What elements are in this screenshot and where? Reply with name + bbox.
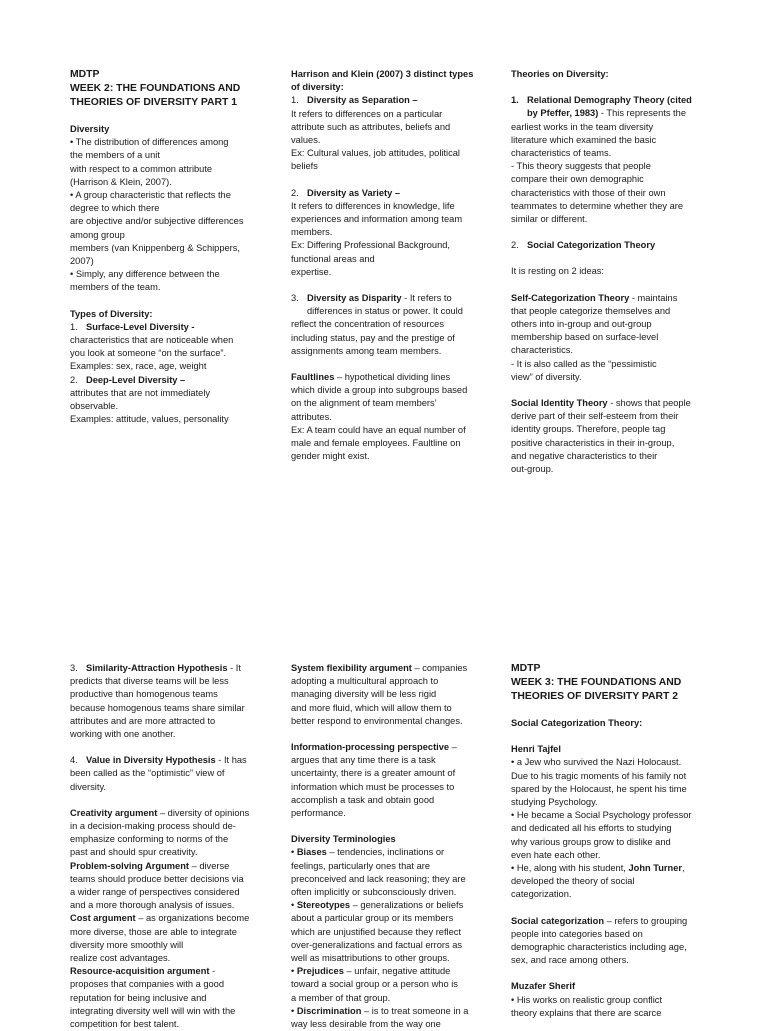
text-line: characteristics that are noticeable when (70, 335, 234, 346)
text-line: reflect the concentration of resources (291, 319, 444, 330)
text-line: often implicitly or subconsciously driven. (291, 887, 457, 898)
text-line: members of the team. (70, 282, 161, 293)
text-line: even hate each other. (511, 849, 601, 860)
diversity-heading: Diversity (70, 124, 110, 134)
text-line: It is resting on 2 ideas: (511, 266, 605, 277)
column-diversity-types (291, 68, 479, 463)
faultlines-term: Faultlines – hypothetical dividing lines (291, 372, 451, 383)
text-line: uncertainty, there is a greater amount of (291, 768, 456, 779)
text-line: integrating diversity well will win with the (70, 1005, 236, 1016)
text-line: sex, and race among others. (511, 955, 629, 966)
text-line: why various groups grow to dislike and (511, 836, 671, 847)
text-line: spared by the Holocaust, he spent his time (511, 783, 687, 794)
text-line: way less desirable from the way one (291, 1019, 441, 1030)
social-identity-term: Social Identity Theory - shows that people (511, 398, 691, 409)
doc-title: MDTP (511, 663, 541, 674)
biases-term: • Biases – tendencies, inclinations or (291, 847, 445, 858)
text-line: attribute such as attributes, beliefs and (291, 121, 451, 132)
text-line: on the alignment of team members’ (291, 398, 437, 409)
text-line: degree to which there (70, 203, 160, 214)
text-line: Due to his tragic moments of his family not (511, 770, 687, 781)
text-line: among group (70, 229, 125, 240)
types-heading: Types of Diversity: (70, 308, 153, 319)
muzafer-sherif-heading: Muzafer Sherif (511, 981, 576, 992)
text-line: argues that any time there is a task (291, 755, 436, 766)
text-line: realize cost advantages. (70, 953, 171, 964)
list-item: 1. Relational Demography Theory (cited (511, 95, 692, 106)
text-line: (Harrison & Klein, 2007). (70, 176, 172, 187)
text-line: the members of a unit (70, 150, 160, 161)
terminologies-heading: Diversity Terminologies (291, 834, 396, 845)
information-processing-term: Information-processing perspective – (291, 742, 457, 753)
text-line: Ex: A team could have an equal number of (291, 424, 466, 435)
text-line: with respect to a common attribute (70, 163, 213, 174)
text-line: differences in status or power. It could (307, 306, 463, 317)
text-line: attributes that are not immediately (70, 387, 211, 398)
self-categorization-term: Self-Categorization Theory - maintains (511, 292, 678, 303)
text-line: characteristics. (511, 345, 573, 356)
text-line: out-group. (511, 464, 554, 475)
text-line: a member of that group. (291, 992, 391, 1003)
types-intro-heading: Harrison and Klein (2007) 3 distinct types (291, 69, 474, 79)
text-line: experiences and information among team (291, 214, 463, 225)
text-line: about a particular group or its members (291, 913, 454, 924)
text-line: positive characteristics in their in-group, (511, 437, 675, 448)
text-line: more diverse, those are able to integrate (70, 926, 237, 937)
text-line: working with one another. (70, 729, 176, 740)
week2-heading-line1: WEEK 2: THE FOUNDATIONS AND (70, 83, 241, 94)
text-line: 2007) (70, 256, 94, 267)
column-week3 (511, 662, 699, 1020)
text-line: competition for best talent. (70, 1019, 180, 1030)
text-line: proposes that companies with a good (70, 979, 225, 990)
text-line: literature which examined the basic (511, 134, 657, 145)
text-line: observable. (70, 401, 119, 412)
week2-heading-line2: THEORIES OF DIVERSITY PART 1 (70, 97, 238, 108)
text-line: emphasize conforming to norms of the (70, 834, 229, 845)
text-line: including status, pay and the prestige of (291, 332, 455, 343)
text-line: identity groups. Therefore, people tag (511, 424, 666, 435)
text-line: in a decision-making process should de- (70, 821, 236, 832)
text-line: • His works on realistic group conflict (511, 994, 663, 1005)
text-line: characteristics of teams. (511, 148, 612, 159)
text-line: are objective and/or subjective differences (70, 216, 244, 227)
week3-heading-line1: WEEK 3: THE FOUNDATIONS AND (511, 677, 682, 688)
week3-heading-line2: THEORIES OF DIVERSITY PART 2 (511, 691, 679, 702)
text-line: well as misattributions to other groups. (291, 953, 450, 964)
text-line: developed the theory of social (511, 876, 635, 887)
text-line: preconceived and lack reasoning; they are (291, 873, 466, 884)
text-line: studying Psychology. (511, 797, 598, 808)
text-line: characteristics with those of their own (511, 187, 666, 198)
text-line: that people categorize themselves and (511, 305, 671, 316)
cost-term: Cost argument – as organizations become (70, 913, 250, 924)
text-line: view” of diversity. (511, 371, 582, 382)
text-line: expertise. (291, 266, 332, 277)
text-line: categorization. (511, 889, 572, 900)
text-line: which are unjustified because they reflect (291, 926, 462, 937)
text-line: Examples: attitude, values, personality (70, 414, 229, 425)
text-line: It refers to differences on a particular (291, 108, 443, 119)
text-line: past and should spur creativity. (70, 847, 198, 858)
text-line: • He, along with his student, John Turner, (511, 863, 685, 874)
text-line: reputation for being inclusive and (70, 992, 207, 1003)
social-categorization-heading: Social Categorization Theory: (511, 718, 643, 728)
list-item: 2. Diversity as Variety – (291, 187, 401, 198)
column-hypotheses (70, 662, 258, 1031)
text-line: diversity. (70, 781, 106, 792)
text-line: by Pfeffer, 1983) - This represents the (527, 108, 686, 119)
text-line: adopting a multicultural approach to (291, 676, 439, 687)
text-line: Examples: sex, race, age, weight (70, 361, 207, 372)
list-item: 1. Diversity as Separation – (291, 95, 418, 106)
creativity-term: Creativity argument – diversity of opinions (70, 807, 250, 818)
text-line: membership based on surface-level (511, 332, 659, 343)
text-line: and dedicated all his efforts to studying (511, 823, 672, 834)
text-line: • A group characteristic that reflects the (70, 190, 231, 201)
types-intro-heading-2: of diversity: (291, 82, 344, 93)
resource-acquisition-term: Resource-acquisition argument - (70, 966, 216, 977)
list-item: 3. Similarity-Attraction Hypothesis - It (70, 663, 241, 673)
text-line: teams should produce better decisions via (70, 873, 244, 884)
text-line: people into categories based on (511, 928, 643, 939)
system-flexibility-term: System flexibility argument – companies (291, 663, 468, 673)
text-line: members. (291, 227, 333, 238)
list-item: 2. Deep-Level Diversity – (70, 374, 186, 385)
text-line: feelings, particularly ones that are (291, 860, 431, 871)
doc-title: MDTP (70, 69, 100, 80)
text-line: which divide a group into subgroups based (291, 385, 468, 396)
text-line: performance. (291, 808, 346, 819)
henri-tajfel-heading: Henri Tajfel (511, 744, 561, 755)
problem-solving-term: Problem-solving Argument – diverse (70, 860, 230, 871)
text-line: a wider range of perspectives considered (70, 887, 240, 898)
text-line: demographic characteristics including age, (511, 942, 687, 953)
text-line: and negative characteristics to their (511, 450, 658, 461)
text-line: • He became a Social Psychology professor (511, 810, 692, 821)
text-line: similar or different. (511, 214, 588, 225)
text-line: Ex: Differing Professional Background, (291, 240, 450, 251)
text-line: • Simply, any difference between the (70, 269, 220, 280)
text-line: accomplish a task and obtain good (291, 794, 435, 805)
text-line: attributes and are more attracted to (70, 715, 216, 726)
social-categorization-term: Social categorization – refers to grouping (511, 915, 688, 926)
text-line: gender might exist. (291, 451, 370, 462)
text-line: derive part of their self-esteem from their (511, 411, 679, 422)
text-line: because homogenous teams share similar (70, 702, 245, 713)
list-item: 4. Value in Diversity Hypothesis - It has (70, 755, 247, 766)
list-item: 2. Social Categorization Theory (511, 240, 656, 251)
text-line: diversity more smoothly will (70, 939, 184, 950)
text-line: Ex: Cultural values, job attitudes, political (291, 148, 460, 159)
text-line: functional areas and (291, 253, 375, 264)
column-theories (511, 68, 699, 476)
text-line: toward a social group or a person who is (291, 979, 458, 990)
text-line: - This theory suggests that people (511, 161, 651, 172)
text-line: been called as the “optimistic” view of (70, 768, 225, 779)
text-line: assignments among team members. (291, 345, 442, 356)
prejudices-term: • Prejudices – unfair, negative attitude (291, 966, 451, 977)
text-line: you look at someone “on the surface”. (70, 348, 227, 359)
text-line: information which must be processes to (291, 781, 455, 792)
list-item: 1. Surface-Level Diversity - (70, 321, 195, 332)
text-line: • The distribution of differences among (70, 137, 229, 148)
text-line: male and female employees. Faultline on (291, 438, 461, 449)
text-line: attributes. (291, 411, 332, 422)
text-line: earliest works in the team diversity (511, 121, 654, 132)
text-line: productive than homogenous teams (70, 689, 218, 700)
column-arguments-terminologies (291, 662, 479, 1031)
text-line: and more fluid, which will allow them to (291, 702, 452, 713)
text-line: and a more thorough analysis of issues. (70, 900, 235, 911)
text-line: over-generalizations and factual errors as (291, 939, 463, 950)
text-line: others into in-group and out-group (511, 319, 652, 330)
discrimination-term: • Discrimination – is to treat someone in a (291, 1005, 469, 1016)
text-line: - It is also called as the “pessimistic (511, 358, 657, 369)
text-line: teammates to determine whether they are (511, 200, 684, 211)
text-line: better respond to environmental changes. (291, 715, 463, 726)
text-line: theory explains that there are scarce (511, 1007, 662, 1018)
text-line: managing diversity will be less rigid (291, 689, 437, 700)
text-line: predicts that diverse teams will be less (70, 676, 229, 687)
theories-heading: Theories on Diversity: (511, 69, 609, 79)
stereotypes-term: • Stereotypes – generalizations or beliefs (291, 900, 464, 911)
column-week2-intro (70, 68, 258, 426)
list-item: 3. Diversity as Disparity - It refers to (291, 293, 452, 304)
text-line: members (van Knippenberg & Schippers, (70, 242, 241, 253)
text-line: compare their own demographic (511, 174, 644, 185)
text-line: values. (291, 135, 321, 146)
text-line: It refers to differences in knowledge, life (291, 200, 455, 211)
text-line: • a Jew who survived the Nazi Holocaust. (511, 757, 682, 768)
text-line: beliefs (291, 161, 318, 172)
